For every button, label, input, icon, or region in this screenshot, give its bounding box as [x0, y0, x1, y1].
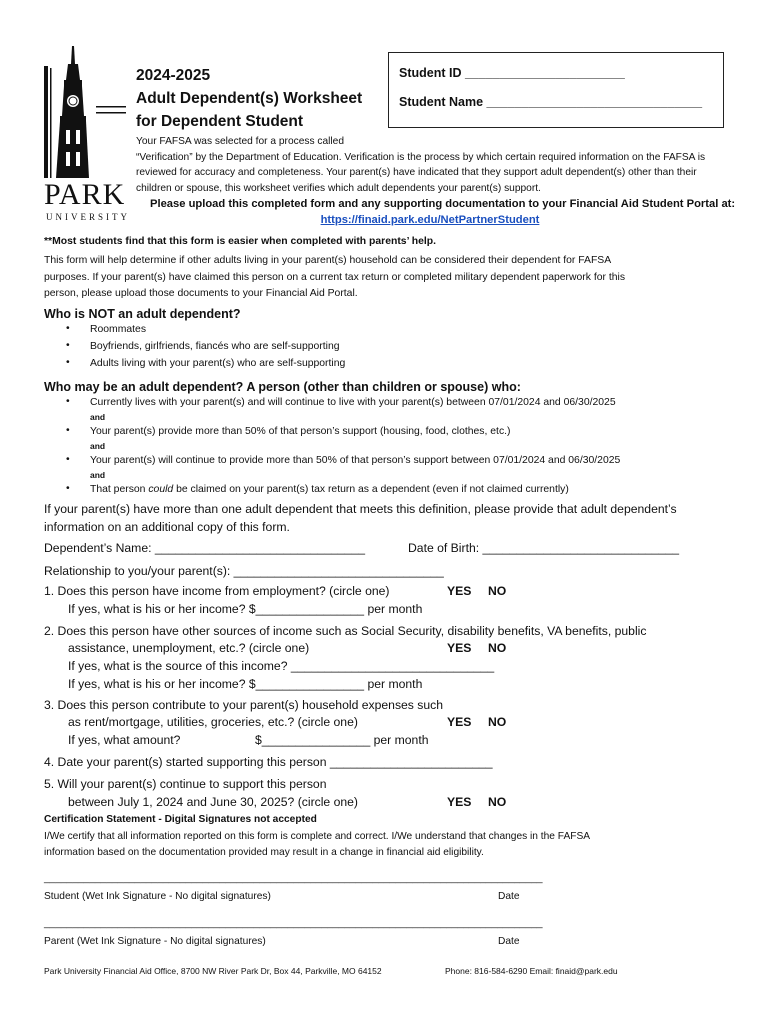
student-name-field[interactable]: Student Name _______________________________: [399, 95, 703, 109]
bullet-icon: •: [66, 340, 70, 351]
student-id-field[interactable]: Student ID _______________________: [399, 66, 625, 80]
student-id-box: [388, 52, 724, 128]
q3-amount-field[interactable]: $________________ per month: [255, 733, 429, 747]
logo-subtitle: UNIVERSITY: [46, 212, 130, 222]
list-item: Boyfriends, girlfriends, fiancés who are self-supporting: [90, 341, 340, 352]
list-item: Your parent(s) will continue to provide more than 50% of that person’s support between 07/01/2024 and 06/30/2025: [90, 455, 621, 466]
list-item: Adults living with your parent(s) who are self-supporting: [90, 358, 346, 369]
and-connector: and: [90, 441, 106, 451]
q5-yes-option[interactable]: YES: [447, 795, 472, 809]
bullet-icon: •: [66, 357, 70, 368]
student-date-label: Date: [498, 891, 520, 902]
list-item: That person could be claimed on your parent(s) tax return as a dependent (even if not claimed currently): [90, 484, 569, 495]
form-title: Adult Dependent(s) Worksheet: [136, 90, 363, 107]
not-adult-heading: Who is NOT an adult dependent?: [44, 307, 241, 321]
bullet-icon: •: [66, 483, 70, 494]
q2-yes-option[interactable]: YES: [447, 641, 472, 655]
question-5-cont: between July 1, 2024 and June 30, 2025? (circle one): [68, 795, 358, 809]
q5-no-option[interactable]: NO: [488, 795, 507, 809]
dependent-name-field[interactable]: Dependent’s Name: _______________________________: [44, 541, 366, 555]
parent-signature-line[interactable]: ________________________________________________________________________________________: [44, 918, 543, 929]
question-3: 3. Does this person contribute to your parent(s) household expenses such: [44, 698, 444, 712]
date-of-birth-field[interactable]: Date of Birth: _____________________________: [408, 541, 680, 555]
question-3-cont: as rent/mortgage, utilities, groceries, etc.? (circle one): [68, 715, 358, 729]
student-signature-line[interactable]: ________________________________________________________________________________________: [44, 873, 543, 884]
question-4-date-field[interactable]: 4. Date your parent(s) started supporting this person ________________________: [44, 755, 493, 769]
form-title-line2: for Dependent Student: [136, 113, 304, 130]
question-5: 5. Will your parent(s) continue to support this person: [44, 777, 327, 791]
list-item: Currently lives with your parent(s) and will continue to live with your parent(s) between 07/01/2024 and 06/30/2025: [90, 397, 616, 408]
footer-contact: Phone: 816-584-6290 Email: finaid@park.edu: [445, 966, 618, 976]
question-2-cont: assistance, unemployment, etc.? (circle one): [68, 641, 310, 655]
q2-income-field[interactable]: If yes, what is his or her income? $________________ per month: [68, 677, 423, 691]
logo-wordmark: PARK: [44, 178, 126, 211]
help-note: **Most students find that this form is easier when completed with parents’ help.: [44, 236, 437, 247]
q2-source-field[interactable]: If yes, what is the source of this income? ______________________________: [68, 659, 495, 673]
and-connector: and: [90, 412, 106, 422]
question-1: 1. Does this person have income from employment? (circle one): [44, 584, 390, 598]
bullet-icon: •: [66, 425, 70, 436]
q3-no-option[interactable]: NO: [488, 715, 507, 729]
question-2: 2. Does this person have other sources of income such as Social Security, disability benefits, VA benefits, public: [44, 624, 647, 638]
footer-address: Park University Financial Aid Office, 8700 NW River Park Dr, Box 44, Parkville, MO 64152: [44, 966, 382, 976]
portal-link[interactable]: https://finaid.park.edu/NetPartnerStudent: [320, 214, 540, 226]
clock-tower-icon: [44, 46, 126, 178]
q1-no-option[interactable]: NO: [488, 584, 507, 598]
q3-amount-label: If yes, what amount?: [68, 733, 181, 747]
may-be-heading: Who may be an adult dependent? A person (other than children or spouse) who:: [44, 380, 521, 394]
student-signature-label: Student (Wet Ink Signature - No digital signatures): [44, 891, 271, 902]
q2-no-option[interactable]: NO: [488, 641, 507, 655]
multiple-dependents-note: If your parent(s) have more than one adult dependent that meets this definition, please provide that adult dependent’s information on an additional copy of this form.: [44, 502, 677, 534]
list-item: Your parent(s) provide more than 50% of that person’s support (housing, food, clothes, etc.): [90, 426, 511, 437]
q3-yes-option[interactable]: YES: [447, 715, 472, 729]
bullet-icon: •: [66, 454, 70, 465]
certification-heading: Certification Statement - Digital Signatures not accepted: [44, 814, 317, 825]
explanation-paragraph: This form will help determine if other adults living in your parent(s) household can be considered their dependent for FAFSA purposes. If your parent(s) have claimed this person on a current tax return or completed military dependent paperwork for this person, please upload those documents to your Financial Aid Portal.: [44, 255, 626, 299]
q1-income-field[interactable]: If yes, what is his or her income? $________________ per month: [68, 602, 423, 616]
form-year: 2024-2025: [136, 67, 211, 84]
intro-paragraph: Your FAFSA was selected for a process called “Verification” by the Department of Education. Verification is the process by which certain required information on the FAFSA is reviewed for accuracy and completeness. Your parent(s) have indicated that they support adult dependent(s) other than their children or spouse, this worksheet verifies which adult dependents your parent(s) support.: [136, 136, 706, 194]
bullet-icon: •: [66, 396, 70, 407]
certification-text: I/We certify that all information reported on this form is complete and correct. I/We understand that changes in the FAFSA information based on the documentation provided may result in a change in financial aid eligibility.: [44, 831, 591, 858]
upload-instructions: Please upload this completed form and any supporting documentation to your Financial Aid Student Portal at: https://finaid.park.edu/NetPartnerStudent: [150, 198, 736, 226]
and-connector: and: [90, 470, 106, 480]
q1-yes-option[interactable]: YES: [447, 584, 472, 598]
parent-date-label: Date: [498, 936, 520, 947]
list-item: Roommates: [90, 324, 147, 335]
bullet-icon: •: [66, 323, 70, 334]
relationship-field[interactable]: Relationship to you/your parent(s): _______________________________: [44, 564, 444, 578]
parent-signature-label: Parent (Wet Ink Signature - No digital signatures): [44, 936, 266, 947]
